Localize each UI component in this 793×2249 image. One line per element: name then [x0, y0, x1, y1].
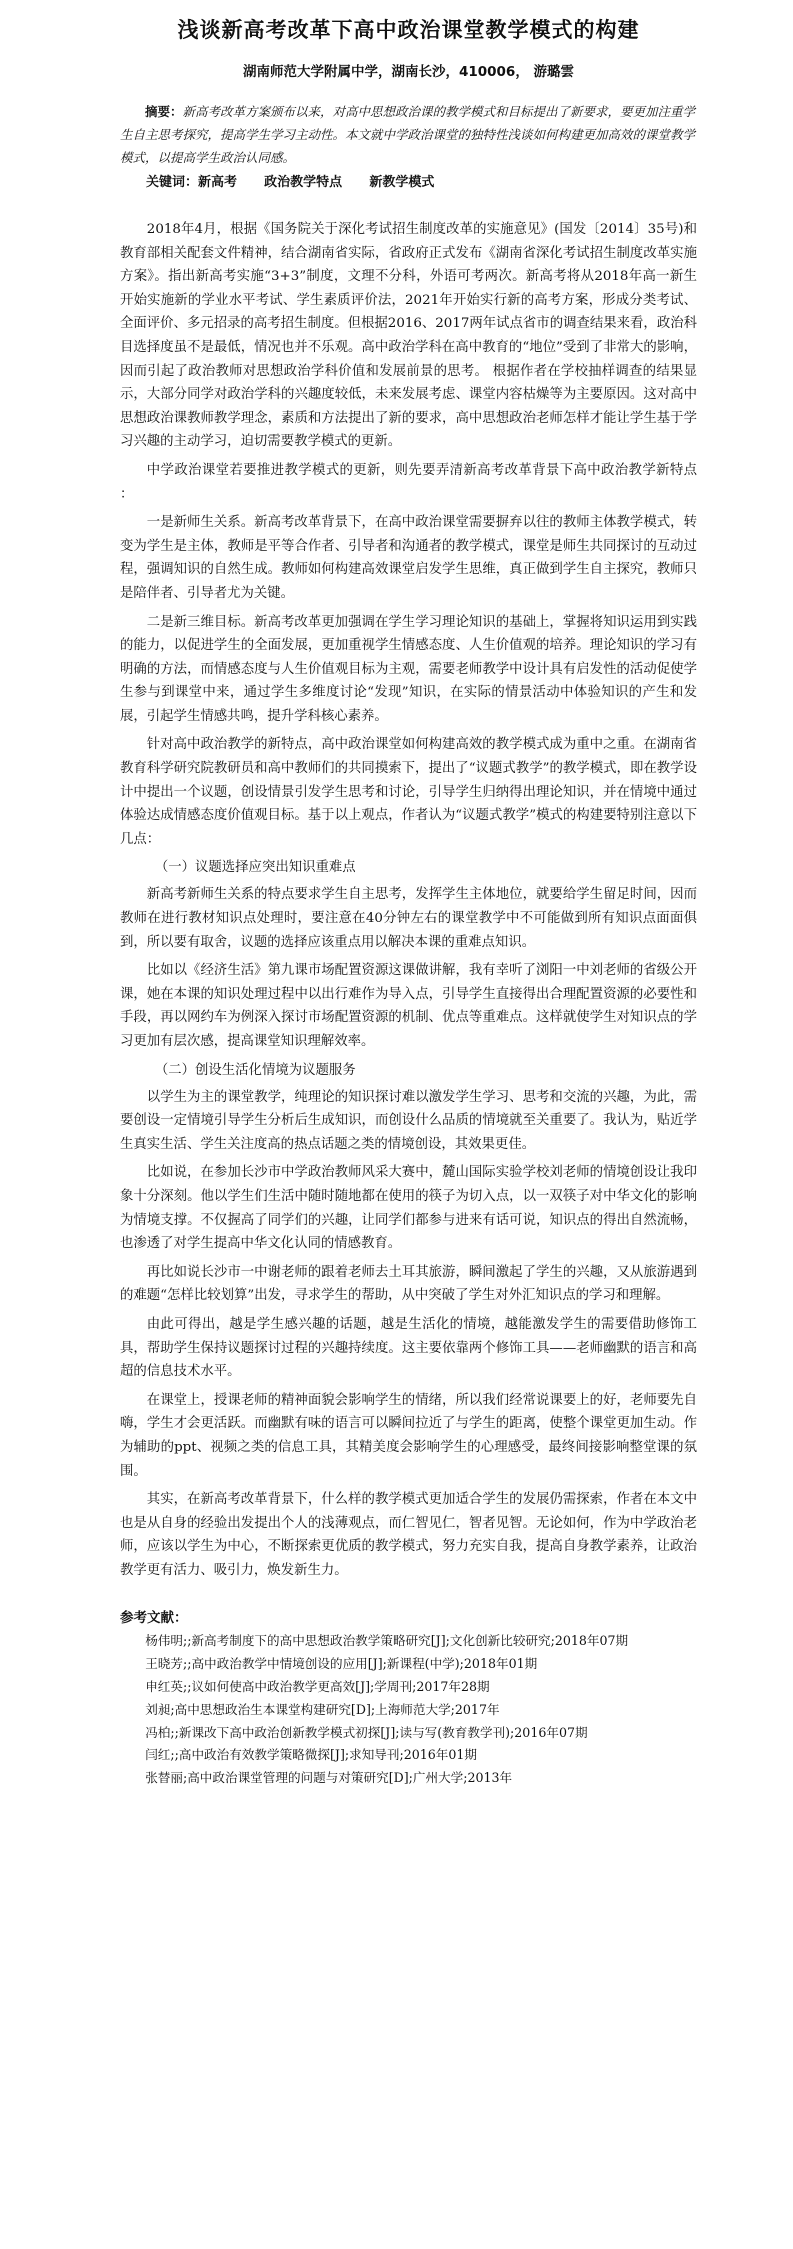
body-paragraph-3: 一是新师生关系。新高考改革背景下，在高中政治课堂需要摒弃以往的教师主体教学模式，转变为学生是主体，教师是平等合作者、引导者和沟通者的教学模式，课堂是师生共同探讨的互动过程，强调知识的自然生成。教师如何构建高效课堂启发学生思维，真正做到学生自主探究，教师只是陪伴者、引导者尤为关键。: [120, 515, 697, 601]
references-list: [120, 1630, 697, 1790]
body-paragraph-6: 新高考新师生关系的特点要求学生自主思考，发挥学生主体地位，就要给学生留足时间，因而教师在进行教材知识点处理时，要注意在40分钟左右的课堂教学中不可能做到所有知识点面面俱到，所以要有取舍，议题的选择应该重点用以解决本课的重难点知识。: [120, 887, 697, 950]
reference-item: 王晓芳;;高中政治教学中情境创设的应用[J];新课程(中学);2018年01期: [145, 1656, 538, 1672]
section-heading-1: （一）议题选择应突出知识重难点: [154, 860, 356, 876]
abstract-label: 摘要：: [145, 104, 183, 119]
reference-item: 杨伟明;;新高考制度下的高中思想政治教学策略研究[J];文化创新比较研究;2018年07期: [145, 1633, 629, 1649]
keywords-label: 关键词：: [146, 175, 199, 190]
abstract-text: 新高考改革方案颁布以来，对高中思想政治课的教学模式和目标提出了新要求，要更加注重学生自主思考探究，提高学生学习主动性。本文就中学政治课堂的独特性浅谈如何构建更加高效的课堂教学模式，以提高学生政治认同感。: [120, 104, 696, 165]
body-paragraph-9: 比如说，在参加长沙市中学政治教师风采大赛中，麓山国际实验学校刘老师的情境创设让我印象十分深刻。他以学生们生活中随时随地都在使用的筷子为切入点，以一双筷子对中华文化的影响为情境支撑。不仅握高了同学们的兴趣，让同学们都参与进来有话可说，知识点的得出自然流畅，也渗透了对学生提高中华文化认同的情感教育。: [120, 1165, 697, 1252]
body-paragraph-11: 由此可得出，越是学生感兴趣的话题，越是生活化的情境，越能激发学生的需要借助修饰工具，帮助学生保持议题探讨过程的兴趣持续度。这主要依靠两个修饰工具——老师幽默的语言和高超的信息技术水平。: [120, 1316, 697, 1380]
body-paragraph-7: 比如以《经济生活》第九课市场配置资源这课做讲解，我有幸听了浏阳一中刘老师的省级公开课，她在本课的知识处理过程中以出行难作为导入点，引导学生直接得出合理配置资源的必要性和手段，再以网约车为例深入探讨市场配置资源的机制、优点等重难点。这样就使学生对知识点的学习更加有层次感，提高课堂知识理解效率。: [120, 963, 697, 1049]
body-paragraph-8: 以学生为主的课堂教学，纯理论的知识探讨难以激发学生学习、思考和交流的兴趣，为此，需要创设一定情境引导学生分析后生成知识，而创设什么品质的情境就至关重要了。我认为，贴近学生真实生活、学生关注度高的热点话题之类的情境创设，其效果更佳。: [120, 1089, 697, 1152]
keywords-text: 新高考 政治教学特点 新教学模式: [198, 175, 435, 190]
author-affiliation: 湖南师范大学附属中学，湖南长沙，410006， 游璐雲: [242, 64, 575, 80]
paper-body: [120, 218, 697, 1582]
abstract: [120, 100, 697, 169]
body-paragraph-13: 其实，在新高考改革背景下，什么样的教学模式更加适合学生的发展仍需探索，作者在本文中也是从自身的经验出发提出个人的浅薄观点，而仁智见仁，智者见智。无论如何，作为中学政治老师，应该以学生为中心，不断探索更优质的教学模式，努力充实自我，提高自身教学素养，让政治教学更有活力、吸引力，焕发新生力。: [120, 1492, 697, 1578]
reference-item: 刘昶;高中思想政治生本课堂构建研究[D];上海师范大学;2017年: [145, 1701, 500, 1717]
body-paragraph-12: 在课堂上，授课老师的精神面貌会影响学生的情绪，所以我们经常说课要上的好，老师要先自嗨，学生才会更活跃。而幽默有味的语言可以瞬间拉近了与学生的距离，使整个课堂更加生动。作为辅助的ppt、视频之类的信息工具，其精美度会影响学生的心理感受，最终间接影响整堂课的氛围。: [120, 1392, 697, 1479]
body-paragraph-10: 再比如说长沙市一中谢老师的跟着老师去土耳其旅游，瞬间激起了学生的兴趣，又从旅游遇到的难题“怎样比较划算”出发，寻求学生的帮助，从中突破了学生对外汇知识点的学习和理解。: [120, 1264, 697, 1304]
body-paragraph-2: 中学政治课堂若要推进教学模式的更新，则先要弄清新高考改革背景下高中政治教学新特点 ：: [120, 462, 697, 502]
reference-item: 冯柏;;新课改下高中政治创新教学模式初探[J];读与写(教育教学刊);2016年07期: [145, 1724, 588, 1740]
references-title: 参考文献：: [120, 1610, 188, 1627]
reference-item: 张替丽;高中政治课堂管理的问题与对策研究[D];广州大学;2013年: [145, 1770, 513, 1786]
body-paragraph-4: 二是新三维目标。新高考改革更加强调在学生学习理论知识的基础上，掌握将知识运用到实践的能力，以促进学生的全面发展，更加重视学生情感态度、人生价值观的培养。理论知识的学习有明确的方法，而情感态度与人生价值观目标为主观，需要老师教学中设计具有启发性的活动促使学生参与到课堂中来，通过学生多维度讨论“发现”知识，在实际的情景活动中体验知识的产生和发展，引起学生情感共鸣，提升学科核心素养。: [120, 614, 697, 724]
reference-item: 闫红;;高中政治有效教学策略微探[J];求知导刊;2016年01期: [145, 1747, 477, 1763]
keywords: [120, 171, 697, 190]
reference-item: 申红英;;议如何使高中政治教学更高效[J];学周刊;2017年28期: [145, 1679, 490, 1695]
section-heading-2: （二）创设生活化情境为议题服务: [154, 1062, 356, 1078]
body-paragraph-5: 针对高中政治教学的新特点，高中政治课堂如何构建高效的教学模式成为重中之重。在湖南省教育科学研究院教研员和高中教师们的共同摸索下，提出了“议题式教学”的教学模式，即在教学设计中提出一个议题，创设情景引发学生思考和讨论，引导学生归纳得出理论知识，并在情境中通过体验达成情感态度价值观目标。基于以上观点，作者认为“议题式教学”模式的构建要特别注意以下几点：: [120, 737, 697, 847]
paper-title: 浅谈新高考改革下高中政治课堂教学模式的构建: [177, 18, 640, 42]
body-paragraph-1: 2018年4月，根据《国务院关于深化考试招生制度改革的实施意见》(国发〔2014〕35号)和教育部相关配套文件精神，结合湖南省实际，省政府正式发布《湖南省深化考试招生制度改革实施方案》。指出新高考实施“3+3”制度，文理不分科，外语可考两次。新高考将从2018年高一新生开始实施新的学业水平考试、学生素质评价法，2021年开始实行新的高考方案，形成分类考试、全面评价、多元招录的高考招生制度。但根据2016、2017两年试点省市的调查结果来看，政治科目选择度虽不是最低，情况也并不乐观。高中政治学科在高中教育的“地位”受到了非常大的影响，因而引起了政治教师对思想政治学科价值和发展前景的思考。 根据作者在学校抽样调查的结果显示，大部分同学对政治学科的兴趣度较低，未来发展考虑、课堂内容枯燥等为主要原因。这对高中思想政治课教师教学理念，素质和方法提出了新的要求，高中思想政治老师怎样才能让学生基于学习兴趣的主动学习，迫切需要教学模式的更新。: [120, 222, 697, 450]
